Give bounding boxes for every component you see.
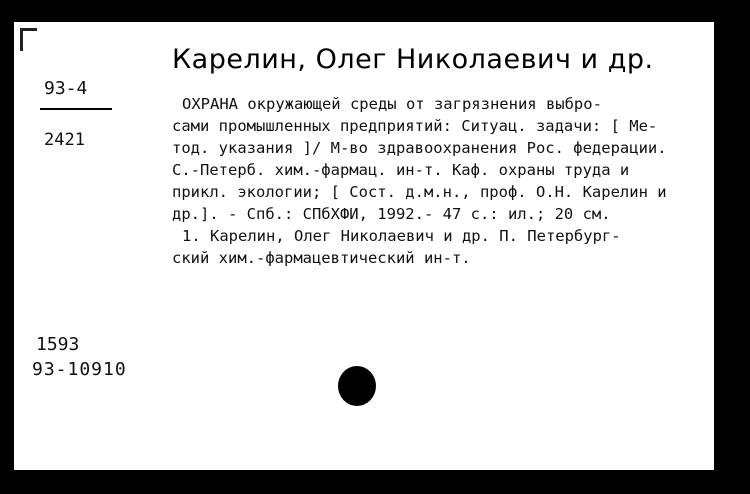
tracing-line: ский хим.-фармацевтический ин-т. (172, 249, 471, 267)
description-line: др.]. - Спб.: СПбХФИ, 1992.- 47 с.: ил.; 20 см. (172, 205, 611, 223)
description-line: прикл. экологии; [ Сост. д.м.н., проф. О.Н. Карелин и (172, 183, 667, 201)
description-line: сами промышленных предприятий: Ситуац. задачи: [ Ме- (172, 117, 658, 135)
shelf-mark-top: 93-4 (44, 78, 88, 99)
description-line: ОХРАНА окружающей среды от загрязнения выбро- (182, 95, 602, 113)
inventory-number-2: 93-10910 (32, 359, 127, 380)
catalog-card (14, 22, 714, 470)
inventory-number-1: 1593 (36, 334, 80, 355)
description-line: тод. указания ]/ М-во здравоохранения Рос. федерации. (172, 139, 667, 157)
card-corner-mark (20, 28, 37, 51)
tracing-line: 1. Карелин, Олег Николаевич и др. П. Петербург- (182, 227, 621, 245)
bibliographic-description (172, 93, 712, 269)
punch-hole (338, 366, 376, 406)
description-line: С.-Петерб. хим.-фармац. ин-т. Каф. охраны труда и (172, 161, 630, 179)
shelf-mark-bottom: 2421 (44, 130, 85, 150)
handwritten-author-heading: Карелин, Олег Николаевич и др. (172, 44, 654, 75)
shelf-mark-divider (40, 108, 112, 110)
